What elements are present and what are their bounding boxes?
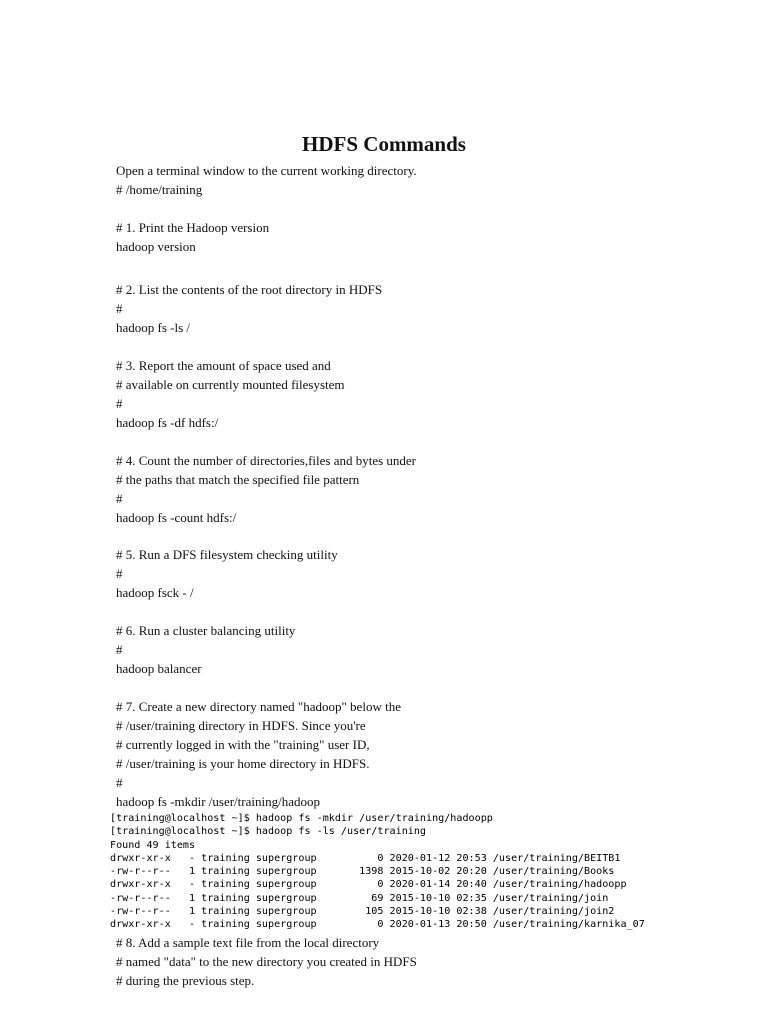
step-4-command: hadoop fs -count hdfs:/ <box>116 510 237 525</box>
terminal-line: drwxr-xr-x - training supergroup 0 2020-01-12 20:53 /user/training/BEITB1 <box>110 852 621 864</box>
step-7-command: hadoop fs -mkdir /user/training/hadoop <box>116 794 320 809</box>
step-3-heading-cont: # available on currently mounted filesystem <box>116 377 345 392</box>
terminal-line: drwxr-xr-x - training supergroup 0 2020-01-14 20:40 /user/training/hadoopp <box>110 879 627 891</box>
step-7-heading-cont-2: # currently logged in with the "training" user ID, <box>116 737 370 752</box>
intro-line: Open a terminal window to the current working directory. <box>116 163 417 178</box>
step-7-heading-cont-3: # /user/training is your home directory in HDFS. <box>116 756 370 771</box>
step-5-command: hadoop fsck - / <box>116 585 194 600</box>
step-8-heading: # 8. Add a sample text file from the local directory <box>116 935 380 950</box>
step-7-heading: # 7. Create a new directory named "hadoop" below the <box>116 699 401 714</box>
step-4-heading-cont: # the paths that match the specified file pattern <box>116 472 360 487</box>
step-7-heading-cont-1: # /user/training directory in HDFS. Since you're <box>116 718 366 733</box>
terminal-screenshot <box>110 812 670 932</box>
working-dir-line: # /home/training <box>116 182 203 197</box>
terminal-line: -rw-r--r-- 1 training supergroup 1398 2015-10-02 20:20 /user/training/Books <box>110 866 615 878</box>
page-title: HDFS Commands <box>302 132 466 156</box>
step-7-hash: # <box>116 775 123 790</box>
step-3-command: hadoop fs -df hdfs:/ <box>116 415 219 430</box>
step-6-heading: # 6. Run a cluster balancing utility <box>116 623 296 638</box>
terminal-line: drwxr-xr-x - training supergroup 0 2020-01-13 20:50 /user/training/karnika_07 <box>110 919 645 931</box>
terminal-line: -rw-r--r-- 1 training supergroup 69 2015-10-10 02:35 /user/training/join <box>110 892 609 904</box>
step-2-command: hadoop fs -ls / <box>116 320 191 335</box>
step-3-heading: # 3. Report the amount of space used and <box>116 358 331 373</box>
step-6-command: hadoop balancer <box>116 661 202 676</box>
step-5-heading: # 5. Run a DFS filesystem checking utility <box>116 547 338 562</box>
step-2-hash: # <box>116 301 123 316</box>
step-1-command: hadoop version <box>116 239 196 254</box>
step-6-hash: # <box>116 642 123 657</box>
terminal-line: [training@localhost ~]$ hadoop fs -ls /user/training <box>110 826 427 838</box>
terminal-line: [training@localhost ~]$ hadoop fs -mkdir /user/training/hadoopp <box>110 813 493 824</box>
step-4-heading: # 4. Count the number of directories,files and bytes under <box>116 453 417 468</box>
step-8-heading-cont-1: # named "data" to the new directory you created in HDFS <box>116 954 417 969</box>
terminal-line: Found 49 items <box>110 839 196 851</box>
step-2-heading: # 2. List the contents of the root directory in HDFS <box>116 282 383 297</box>
step-3-hash: # <box>116 396 123 411</box>
terminal-line: -rw-r--r-- 1 training supergroup 105 2015-10-10 02:38 /user/training/join2 <box>110 906 615 918</box>
step-5-hash: # <box>116 566 123 581</box>
step-4-hash: # <box>116 491 123 506</box>
step-1-heading: # 1. Print the Hadoop version <box>116 220 270 235</box>
step-8-heading-cont-2: # during the previous step. <box>116 973 255 988</box>
